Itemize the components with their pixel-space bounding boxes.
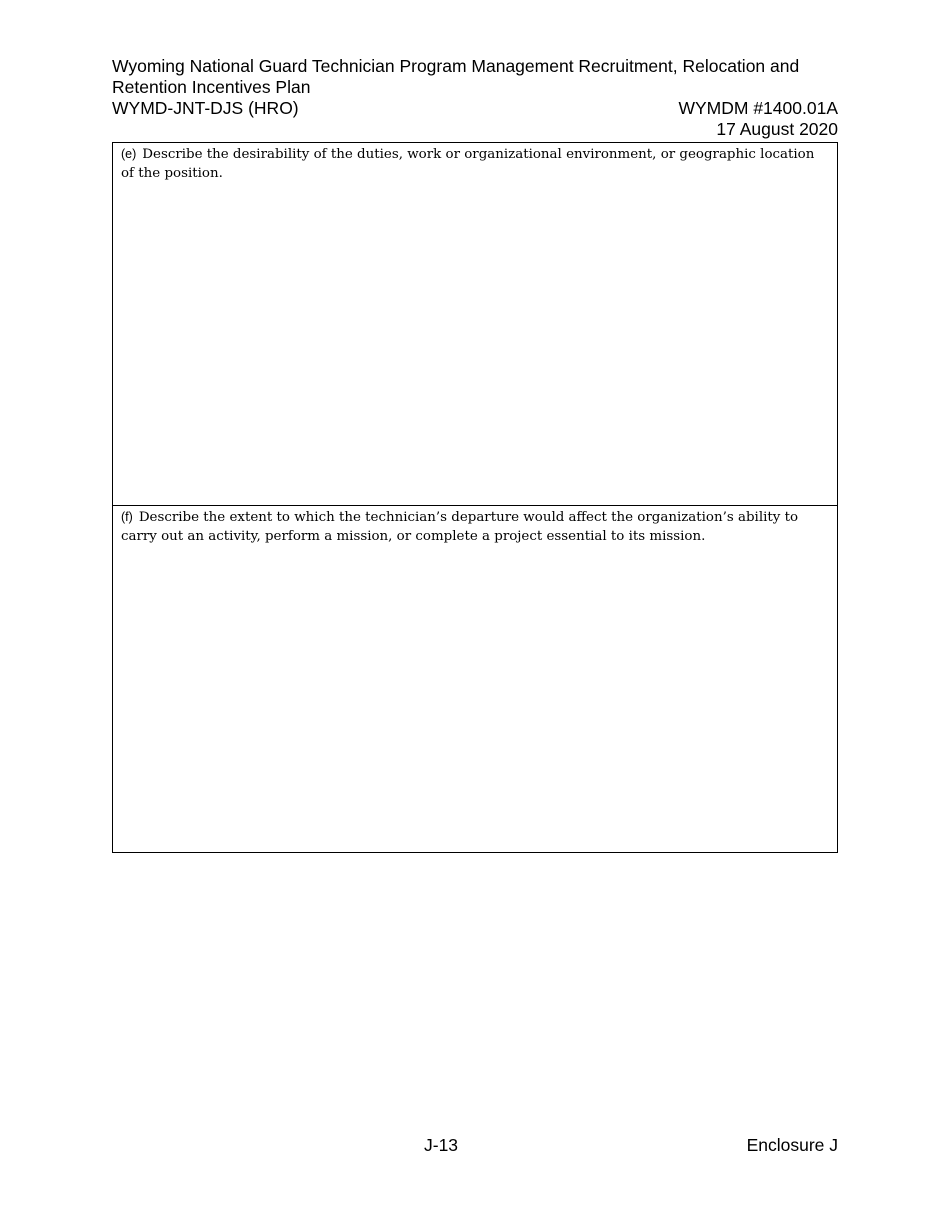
item-e-question: Describe the desirability of the duties, work or organizational environment, or geographic location of the position. [121, 147, 815, 181]
form-item-f[interactable] [113, 506, 837, 852]
document-title: Wyoming National Guard Technician Program Management Recruitment, Relocation and Retention Incentives Plan [112, 56, 800, 97]
form-item-e[interactable] [113, 143, 837, 506]
page-footer [112, 1135, 838, 1157]
item-f-prefix: (f) [121, 510, 133, 524]
document-date: 17 August 2020 [716, 119, 838, 139]
form-table [112, 142, 838, 853]
enclosure-label: Enclosure J [746, 1135, 838, 1155]
document-number: WYMDM #1400.01A [678, 98, 838, 118]
office-symbol: WYMD-JNT-DJS (HRO) [112, 98, 299, 118]
page-header [112, 56, 838, 140]
item-f-question: Describe the extent to which the technician’s departure would affect the organization’s ability to carry out an activity, perform a mission, or complete a project essential to its mission. [121, 510, 799, 544]
page-number: J-13 [424, 1135, 459, 1155]
header-reference-row [112, 98, 838, 119]
item-e-prefix: (e) [121, 147, 137, 161]
